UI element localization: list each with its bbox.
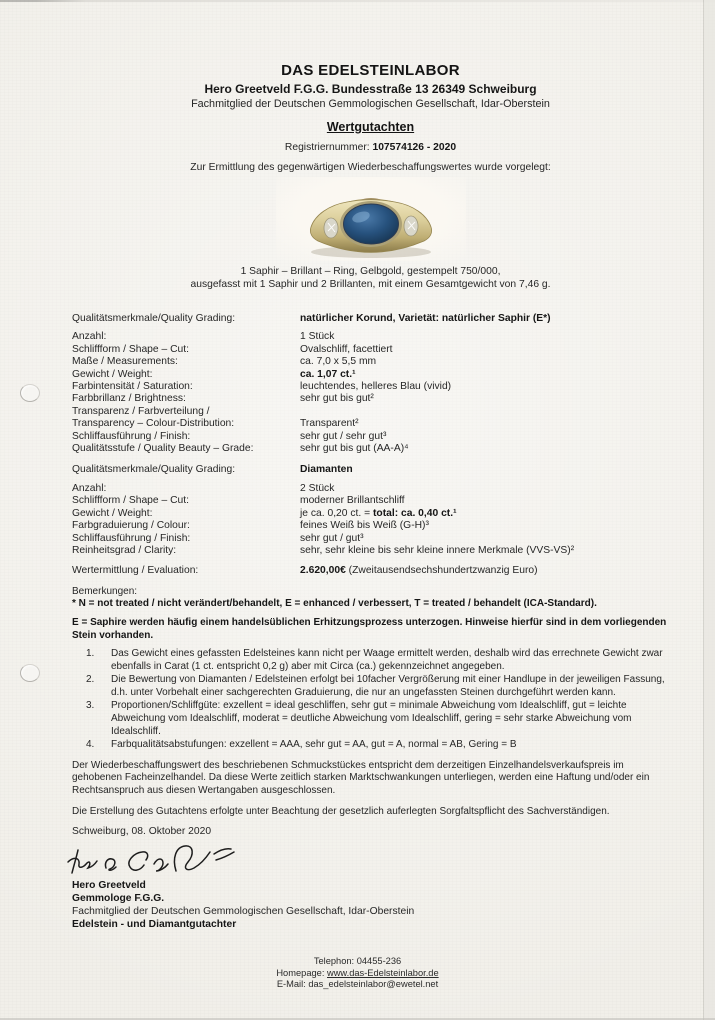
row-value-text: sehr, sehr kleine bis sehr kleine innere Merkmale (VVS-VS)² — [300, 544, 575, 556]
grading-row — [72, 393, 669, 405]
sapphire-section-header — [72, 313, 669, 325]
row-label: Schliffausführung / Finish: — [72, 532, 191, 544]
document-title: Wertgutachten — [326, 120, 415, 134]
section-header-value: natürlicher Korund, Varietät: natürlicher Saphir (E*) — [300, 313, 551, 324]
row-value-text: sehr gut / sehr gut³ — [300, 430, 387, 442]
grading-row — [72, 520, 669, 532]
valuation-amount: 2.620,00€ — [300, 565, 346, 577]
row-value — [300, 331, 669, 343]
signer-membership: Fachmitglied der Deutschen Gemmologischen Gesellschaft, Idar-Oberstein — [72, 906, 415, 918]
row-value — [300, 495, 669, 507]
photo-caption-line1: 1 Saphir – Brillant – Ring, Gelbgold, gestempelt 750/000, — [240, 266, 501, 277]
grading-row — [72, 495, 669, 507]
note-number: 3. — [86, 700, 95, 712]
row-value-text: leuchtendes, helleres Blau (vivid) — [300, 381, 452, 393]
row-value-bold: total: ca. 0,40 ct.¹ — [372, 507, 457, 519]
note-item — [72, 700, 669, 738]
note-item — [72, 648, 669, 673]
row-value — [300, 356, 669, 368]
footer-email: E-Mail: das_edelsteinlabor@ewetel.net — [276, 979, 439, 989]
lab-name: DAS EDELSTEINLABOR — [281, 62, 460, 79]
remarks-heading: Bemerkungen: — [72, 585, 138, 597]
row-label: Farbgraduierung / Colour: — [72, 520, 190, 532]
row-value — [300, 545, 669, 557]
row-label: Schliffform / Shape – Cut: — [72, 495, 189, 507]
intro-line: Zur Ermittlung des gegenwärtigen Wiederbeschaffungswertes wurde vorgelegt: — [190, 162, 551, 173]
grading-row — [72, 508, 669, 520]
footer-phone: Telephon: 04455-236 — [313, 956, 402, 966]
note-number: 2. — [86, 674, 95, 686]
lab-membership: Fachmitglied der Deutschen Gemmologischen Gesellschaft, Idar-Oberstein — [191, 98, 550, 110]
certificate-header — [52, 0, 689, 173]
valuation-label: Wertermittlung / Evaluation: — [72, 565, 199, 577]
row-value-text: ca. 7,0 x 5,5 mm — [300, 356, 377, 368]
row-label: Farbintensität / Saturation: — [72, 381, 193, 393]
row-value-text: Ovalschliff, facettiert — [300, 343, 393, 355]
grading-row — [72, 356, 669, 368]
place-date: Schweiburg, 08. Oktober 2020 — [72, 826, 212, 838]
row-value-text: Transparent² — [300, 418, 359, 430]
footer-homepage-url: www.das-Edelsteinlabor.de — [327, 967, 439, 978]
row-value-text: sehr gut / gut³ — [300, 532, 364, 544]
row-label: Maße / Measurements: — [72, 356, 178, 368]
lab-address: Hero Greetveld F.G.G. Bundesstraße 13 26349 Schweiburg — [204, 82, 537, 96]
row-label: Reinheitsgrad / Clarity: — [72, 544, 177, 556]
row-value-text: feines Weiß bis Weiß (G-H)³ — [300, 520, 429, 532]
note-text: Proportionen/Schliffgüte: exzellent = ideal geschliffen, sehr gut = minimale Abweichung vom Idealschliff, gut = leichte Abweichung vom Idealschliff, moderat = deutliche Abweichung vom Idealschliff, gering = sehr starke Abweichung vom Idealschliff. — [111, 700, 632, 737]
row-label: Farbbrillanz / Brightness: — [72, 393, 186, 405]
ring-photo — [276, 177, 466, 261]
row-label: Anzahl: — [72, 482, 107, 494]
note-item — [72, 674, 669, 699]
row-label: Transparenz / Farbverteilung / — [72, 405, 210, 417]
contact-footer — [0, 956, 715, 991]
section-header-value: Diamanten — [300, 464, 353, 476]
sapphire-stone — [343, 204, 398, 244]
row-label: Gewicht / Weight: — [72, 507, 153, 519]
row-label: Transparency – Colour-Distribution: — [72, 418, 235, 430]
numbered-notes — [72, 648, 669, 752]
diamond-section-header — [72, 464, 669, 476]
grading-row — [72, 406, 669, 418]
note-text: Die Bewertung von Diamanten / Edelsteinen erfolgt bei 10facher Vergrößerung mit einer Handlupe in der jeweiligen Fassung, d.h. unter Vorbehalt einer sachgerechten Graduierung, die nur an ungefassten Steinen durchgeführt werden kann. — [111, 674, 665, 698]
grading-row — [72, 381, 669, 393]
row-value-bold: ca. 1,07 ct.¹ — [300, 368, 356, 380]
note-text: Das Gewicht eines gefassten Edelsteines kann nicht per Waage ermittelt werden, deshalb wird das errechnete Gewicht zwar ebenfalls in Carat (1 ct. entspricht 0,2 g) aber mit Circa (ca.) gekennzeichnet angegeben. — [111, 648, 663, 672]
signer-role: Edelstein - und Diamantgutachter — [72, 919, 237, 931]
registry-label: Registriernummer: — [284, 142, 373, 153]
row-value — [300, 508, 669, 520]
ica-standard-note: * N = not treated / nicht verändert/behandelt, E = enhanced / verbessert, T = treated / behandelt (ICA-Standard). — [72, 598, 597, 610]
note-number: 1. — [86, 648, 95, 660]
signer-block — [72, 879, 669, 931]
photo-caption-line2: ausgefasst mit 1 Saphir und 2 Brillanten, mit einem Gesamtgewicht von 7,46 g. — [190, 279, 551, 290]
footer-homepage-label: Homepage: — [276, 967, 327, 978]
note-number: 4. — [86, 739, 95, 751]
row-value-text: je ca. 0,20 ct. = — [300, 507, 373, 519]
row-value — [300, 393, 669, 405]
grading-row — [72, 344, 669, 356]
grading-row — [72, 533, 669, 545]
grading-row — [72, 418, 669, 430]
registry-line — [52, 142, 689, 153]
row-value — [300, 520, 669, 532]
row-value — [300, 533, 669, 545]
footer-homepage — [0, 968, 715, 980]
photo-caption — [72, 265, 669, 291]
registry-number: 107574126 - 2020 — [372, 142, 457, 153]
valuation-value — [300, 565, 669, 577]
row-label: Schliffausführung / Finish: — [72, 430, 191, 442]
valuation-amount-words: (Zweitausendsechshundertzwanzig Euro) — [345, 565, 538, 577]
note-text: Farbqualitätsabstufungen: exzellent = AAA, sehr gut = AA, gut = A, normal = AB, Gering = B — [111, 739, 517, 751]
row-value — [300, 443, 669, 455]
diligence-line: Die Erstellung des Gutachtens erfolgte unter Beachtung der gesetzlich auferlegten Sorgfaltspflicht des Sachverständigen. — [72, 805, 610, 817]
grading-row — [72, 331, 669, 343]
grading-table — [72, 313, 669, 578]
ring-photo-image — [283, 177, 459, 261]
row-value-text: 2 Stück — [300, 482, 335, 494]
valuation-row — [72, 565, 669, 577]
valuation-disclaimer: Der Wiederbeschaffungswert des beschriebenen Schmuckstückes entspricht dem derzeitigen Einzelhandelsverkaufspreis im gehobenen Facheinzelhandel. Da diese Werte zeitlich starken Marktschwankungen unterliegen, werden eine Haftung und/oder ein Rechtsanspruch aus diesen Wertangaben ausgeschlossen. — [72, 759, 650, 797]
row-value — [300, 418, 669, 430]
row-value — [300, 406, 669, 418]
section-header-label: Qualitätsmerkmale/Quality Grading: — [72, 464, 236, 476]
note-item — [72, 739, 669, 752]
section-header-label: Qualitätsmerkmale/Quality Grading: — [72, 313, 236, 324]
row-value — [300, 483, 669, 495]
row-value-text: sehr gut bis gut² — [300, 393, 374, 405]
grading-row — [72, 545, 669, 557]
row-label: Qualitätsstufe / Quality Beauty – Grade: — [72, 443, 254, 455]
grading-row — [72, 369, 669, 381]
remarks-section — [72, 586, 669, 752]
row-value — [300, 381, 669, 393]
signer-name: Hero Greetveld — [72, 880, 146, 892]
row-value-text: sehr gut bis gut (AA-A)⁴ — [300, 443, 409, 455]
row-label: Schliffform / Shape – Cut: — [72, 343, 189, 355]
row-value-text: 1 Stück — [300, 331, 335, 343]
grading-row — [72, 483, 669, 495]
enhancement-note: E = Saphire werden häufig einem handelsüblichen Erhitzungsprozess unterzogen. Hinweise hierfür sind in dem vorliegenden Stein vorhanden. — [72, 616, 667, 641]
row-value-text: moderner Brillantschliff — [300, 495, 405, 507]
grading-row — [72, 443, 669, 455]
signer-title: Gemmologe F.G.G. — [72, 893, 165, 905]
grading-row — [72, 431, 669, 443]
row-label: Anzahl: — [72, 331, 107, 343]
row-label: Gewicht / Weight: — [72, 368, 153, 380]
row-value — [300, 431, 669, 443]
row-value — [300, 369, 669, 381]
row-value — [300, 344, 669, 356]
